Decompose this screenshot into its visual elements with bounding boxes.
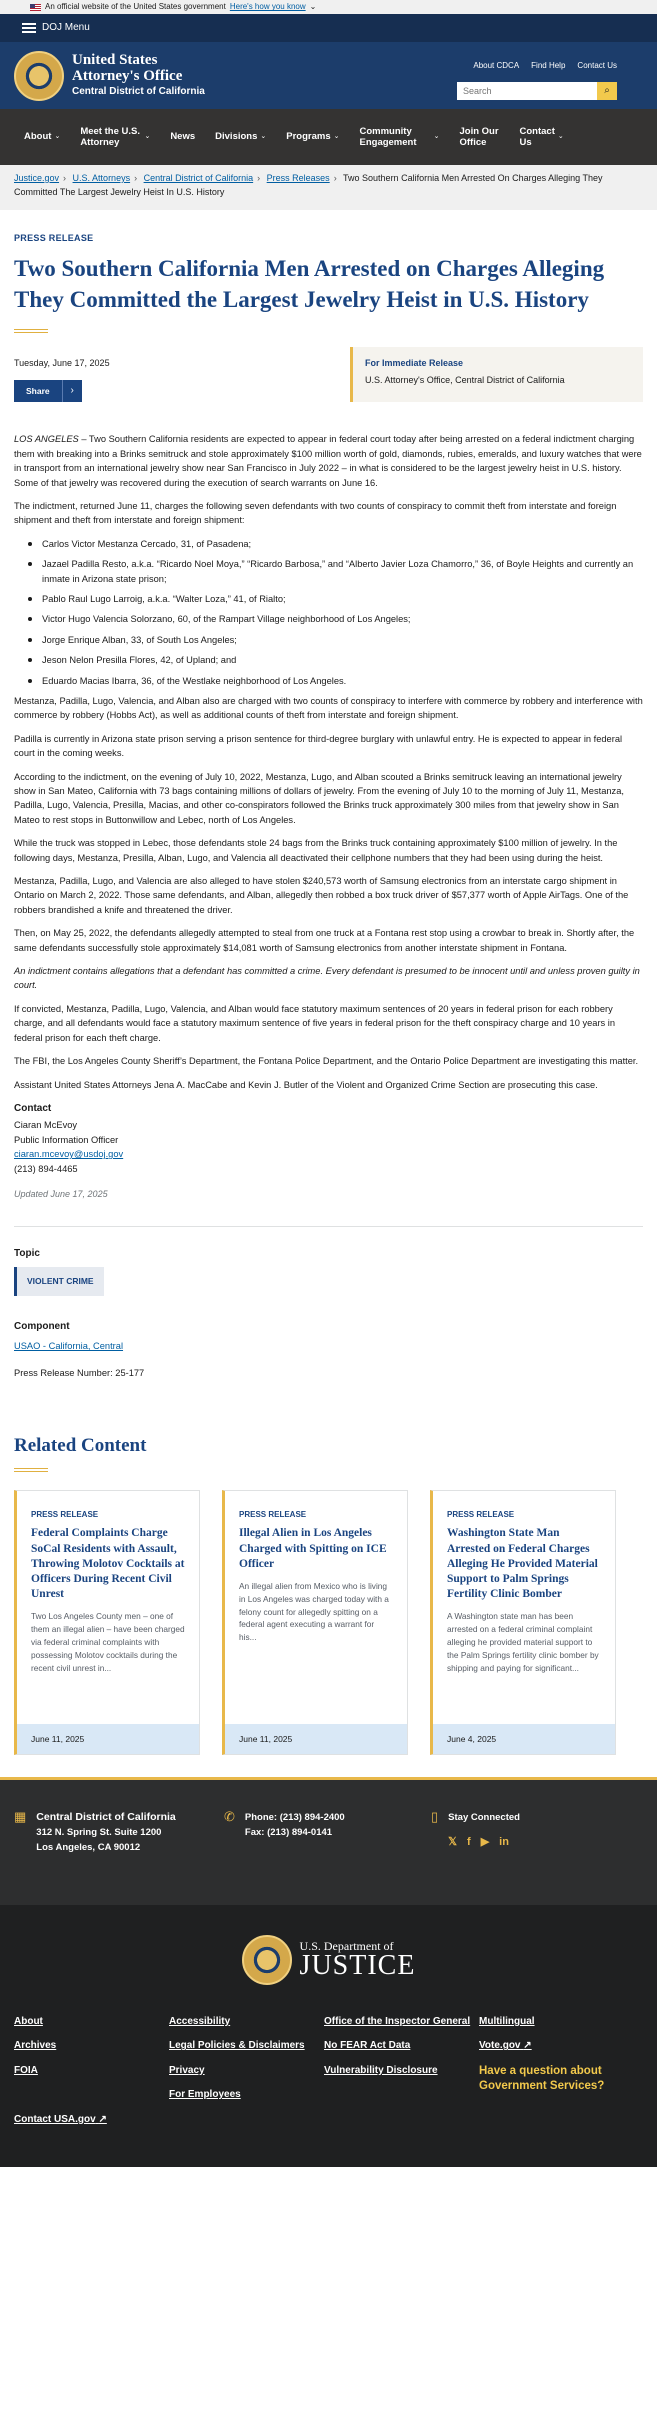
related-card[interactable] [14, 1490, 200, 1755]
related-cards [14, 1490, 643, 1755]
youtube-icon[interactable]: ▶ [480, 1835, 490, 1848]
related-divider [14, 1468, 48, 1472]
facebook-icon[interactable]: f [467, 1835, 471, 1848]
paragraph: Assistant United States Attorneys Jena A. MacCabe and Kevin J. Butler of the Violent and Organized Crime Section are prosecuting this case. [14, 1079, 598, 1090]
component-heading: Component [14, 1320, 70, 1332]
device-icon: ▯ [431, 1808, 439, 1824]
external-link-icon: ↗ [523, 2040, 532, 2052]
util-link-contact[interactable]: Contact Us [577, 61, 617, 70]
search-input[interactable] [457, 82, 597, 100]
gov-banner-text: An official website of the United States government [45, 2, 226, 12]
press-release-number: Press Release Number: 25-177 [14, 1367, 145, 1378]
footer-phone-number: Phone: (213) 894-2400 [244, 1811, 345, 1823]
footer-link-accessibility[interactable]: Accessibility [169, 2015, 231, 2027]
footer-link-vulnerability[interactable]: Vulnerability Disclosure [324, 2064, 438, 2076]
footer-social [431, 1810, 520, 1905]
utility-links [473, 60, 617, 72]
breadcrumb-cdca[interactable]: Central District of California [143, 173, 254, 183]
list-item: Jazael Padilla Resto, a.k.a. “Ricardo Noel Moya,” “Ricardo Barbosa,” and “Alberto Javier Loza Chamorro,” 36, of Boyle Heights and currently an inmate in Arizona state prison; [14, 557, 643, 586]
card-kicker: PRESS RELEASE [447, 1509, 515, 1519]
paragraph: Mestanza, Padilla, Lugo, Valencia, and Alban also are charged with two counts of conspiracy to interfere with commerce by robbery and interference with commerce by robbery (Hobbs Act), as well as additional counts of theft from interstate and foreign shipment. [14, 695, 643, 721]
contact-block [14, 1101, 643, 1176]
contact-usa-link[interactable]: Contact USA.gov ↗ [14, 2113, 107, 2125]
paragraph: If convicted, Mestanza, Padilla, Lugo, Valencia, and Alban would face statutory maximum sentences of 20 years in federal prison for each robbery charge, and all defendants would face a statutory maximum sentence of five years in federal prison for the theft conspiracy charge and 10 years in federal prison for each theft charge. [14, 1003, 616, 1043]
how-you-know-link[interactable]: Here's how you know [229, 2, 306, 12]
footer-link-multilingual[interactable]: Multilingual [479, 2015, 535, 2027]
nav-item-divisions[interactable]: Divisions ⌄ [215, 131, 267, 143]
release-box-office: U.S. Attorney's Office, Central District of California [365, 374, 565, 385]
chevron-down-icon: ⌄ [309, 2, 317, 12]
divider [14, 1226, 643, 1227]
card-kicker: PRESS RELEASE [31, 1509, 99, 1519]
footer-link-legal[interactable]: Legal Policies & Disclaimers [169, 2040, 305, 2052]
paragraph: The indictment, returned June 11, charges the following seven defendants with two counts of conspiracy to commit theft from interstate and foreign shipment and theft from interstate and foreign shipment: [14, 500, 617, 526]
gov-banner [0, 0, 657, 14]
contact-name: Ciaran McEvoy [14, 1120, 78, 1131]
doj-menu-button[interactable]: DOJ Menu [42, 21, 90, 33]
nav-item-join[interactable]: Join Our Office [459, 125, 499, 148]
article-label: PRESS RELEASE [14, 232, 94, 243]
footer-link-vote[interactable]: Vote.gov ↗ [479, 2040, 532, 2052]
footer-doj [0, 1905, 657, 2168]
article-body [14, 432, 643, 1202]
updated-date: Updated June 17, 2025 [14, 1189, 108, 1200]
footer-link-foia[interactable]: FOIA [14, 2064, 38, 2076]
card-title-link[interactable]: Washington State Man Arrested on Federal Charges Alleging He Provided Material Support to Palm Springs Fertility Clinic Bomber [447, 1527, 598, 1601]
defendants-list [14, 537, 643, 688]
article-date: Tuesday, June 17, 2025 [14, 357, 110, 368]
footer-link-archives[interactable]: Archives [14, 2040, 57, 2052]
card-title-link[interactable]: Illegal Alien in Los Angeles Charged with Spitting on ICE Officer [239, 1527, 387, 1570]
list-item: Carlos Victor Mestanza Cercado, 31, of Pasadena; [14, 537, 643, 551]
paragraph: Mestanza, Padilla, Lugo, and Valencia are also alleged to have stolen $240,573 worth of Samsung electronics from an interstate cargo shipment in Ontario on March 2, 2022. Those same defendants, and Alban, allegedly then robbed a box truck driver of $57,377 worth of Apple AirTags. One of the robbers brandished a knife and threatened the driver. [14, 876, 629, 915]
paragraph: While the truck was stopped in Lebec, those defendants stole 24 bags from the Brinks truck containing approximately $100 million of jewelry. In the following days, Mestanza, Presilla, Alban, Lugo, and Valencia all deactivated their cellphone numbers that they had been using during the heist. [14, 838, 618, 863]
contact-role: Public Information Officer [14, 1134, 119, 1145]
hamburger-icon[interactable] [22, 23, 36, 33]
government-services-question: Have a question about Government Services? [479, 2064, 605, 2092]
related-card[interactable] [430, 1490, 616, 1755]
topic-heading: Topic [14, 1247, 40, 1259]
us-flag-icon [30, 4, 41, 11]
share-control [14, 380, 110, 402]
doj-seal-icon [242, 1935, 292, 1985]
breadcrumb-us-attorneys[interactable]: U.S. Attorneys [72, 173, 131, 183]
nav-item-programs[interactable]: Programs ⌄ [286, 131, 340, 143]
list-item: Pablo Raul Lugo Larroig, a.k.a. “Walter Loza,” 41, of Rialto; [14, 592, 643, 606]
list-item: Eduardo Macias Ibarra, 36, of the Westlake neighborhood of Los Angeles. [14, 674, 643, 688]
nav-item-community[interactable]: Community Engagement ⌄ [359, 125, 440, 148]
site-title[interactable]: United States Attorney's Office Central District of California [72, 51, 205, 97]
site-header [0, 42, 657, 109]
paragraph: According to the indictment, on the evening of July 10, 2022, Mestanza, Lugo, and Alban scouted a Brinks semitruck leaving an international jewelry show in San Mateo, California with 73 bags containing millions of dollars of jewelry. From the evening of July 10 to the morning of July 11, Mestanza, Padilla, Lugo, Valencia, Presilla, Macias, and other co-conspirators followed the Brinks truck approximately 300 miles from that jewelry show in San Mateo to rest stops in Buttonwillow and Lebec, north of Los Angeles. [14, 771, 624, 825]
nav-item-news[interactable]: News [170, 131, 196, 143]
footer-contact [0, 1777, 657, 1905]
contact-email-link[interactable]: ciaran.mcevoy@usdoj.gov [14, 1149, 124, 1160]
footer-link-employees[interactable]: For Employees [169, 2089, 241, 2101]
related-content-heading: Related Content [14, 1435, 147, 1457]
doj-footer-logo[interactable]: U.S. Department of JUSTICE [14, 1935, 643, 1985]
nav-item-about[interactable]: About ⌄ [24, 131, 61, 143]
doj-seal-logo[interactable] [14, 51, 64, 101]
list-item: Jorge Enrique Alban, 33, of South Los Angeles; [14, 633, 643, 647]
component-link[interactable]: USAO - California, Central [14, 1341, 124, 1352]
footer-phone [224, 1810, 431, 1905]
footer-link-privacy[interactable]: Privacy [169, 2064, 205, 2076]
nav-item-meet-attorney[interactable]: Meet the U.S. Attorney ⌄ [80, 125, 151, 148]
footer-link-no-fear[interactable]: No FEAR Act Data [324, 2040, 411, 2052]
phone-icon: ✆ [224, 1808, 235, 1824]
breadcrumb-current: Two Southern California Men Arrested On Charges Alleging They Committed The Largest Jewelry Heist In U.S. History [14, 173, 603, 198]
card-kicker: PRESS RELEASE [239, 1509, 307, 1519]
stay-connected-label: Stay Connected [448, 1811, 520, 1823]
release-box-title: For Immediate Release [365, 357, 464, 368]
footer-address-line1: 312 N. Spring St. Suite 1200 [36, 1827, 162, 1839]
list-item: Victor Hugo Valencia Solorzano, 60, of the Rampart Village neighborhood of Los Angeles; [14, 612, 643, 626]
breadcrumb-justice[interactable]: Justice.gov [14, 173, 60, 183]
contact-phone: (213) 894-4465 [14, 1163, 78, 1174]
building-icon: ▦ [14, 1808, 27, 1824]
card-date: June 4, 2025 [433, 1724, 615, 1754]
search-icon: ⌕ [604, 84, 610, 96]
util-link-find-help[interactable]: Find Help [531, 61, 566, 70]
related-card[interactable] [222, 1490, 408, 1755]
breadcrumb: Justice.gov › U.S. Attorneys › Central District of California › Press Releases › Two Southern California Men Arrested On Charges Alleging They Committed The Largest Jewelry Heist In U.S. History [0, 165, 657, 210]
footer-office-name: Central District of California [36, 1810, 176, 1823]
paragraph: The FBI, the Los Angeles County Sheriff’s Department, the Fontana Police Department, and the Ontario Police Department are investigating this matter. [14, 1056, 639, 1067]
footer-link-about[interactable]: About [14, 2015, 43, 2027]
x-icon[interactable]: 𝕏 [448, 1835, 458, 1848]
page-title: Two Southern California Men Arrested on Charges Alleging They Committed the Largest Jewelry Heist in U.S. History [14, 255, 605, 312]
card-summary: Two Los Angeles County men – one of them an illegal alien – have been charged via federal criminal complaints with possessing Molotov cocktails during the recent civil unrest in... [31, 1611, 185, 1673]
card-date: June 11, 2025 [17, 1724, 199, 1754]
topic-chip[interactable]: VIOLENT CRIME [14, 1267, 104, 1295]
release-box [350, 347, 643, 402]
footer-address [14, 1810, 224, 1905]
footer-link-oig[interactable]: Office of the Inspector General [324, 2015, 471, 2027]
main-nav [0, 109, 657, 165]
contact-heading: Contact [14, 1102, 52, 1114]
search-button[interactable] [597, 82, 617, 100]
card-date: June 11, 2025 [225, 1724, 407, 1754]
breadcrumb-press-releases[interactable]: Press Releases [266, 173, 330, 183]
card-title-link[interactable]: Federal Complaints Charge SoCal Residents with Assault, Throwing Molotov Cocktails at Officers During Recent Civil Unrest [31, 1527, 185, 1601]
nav-item-contact[interactable]: Contact Us ⌄ [519, 125, 564, 148]
list-item: Jeson Nelon Presilla Flores, 42, of Upland; and [14, 653, 643, 667]
paragraph: Then, on May 25, 2022, the defendants allegedly attempted to steal from one truck at a Fontana rest stop using a crowbar to break in. Shortly after, the same defendants successfully stole approximately $14,081 worth of Samsung electronics from another interstate shipment in Fontana. [14, 928, 635, 953]
paragraph: LOS ANGELES – Two Southern California residents are expected to appear in federal court today after being arrested on a federal indictment charging them with breaking into a Brinks semitruck and stole approximately $100 million worth of gold, diamonds, rubies, emeralds, and luxury watches that were in transport from an international jewelry show near San Francisco in July 2022 – in what is considered to be the largest jewelry heist in U.S. history. Some of that jewelry was recovered during the execution of search warrants on June 16. [14, 434, 642, 488]
footer-links [14, 2015, 643, 2128]
disclaimer-paragraph: An indictment contains allegations that a defendant has committed a crime. Every defendant is presumed to be innocent until and unless proven guilty in court. [14, 966, 640, 991]
footer-fax-number: Fax: (213) 894-0141 [244, 1826, 333, 1838]
util-link-about[interactable]: About CDCA [473, 61, 520, 70]
doj-menu-bar [0, 14, 657, 42]
share-button[interactable]: Share [14, 380, 62, 402]
external-link-icon: ↗ [98, 2113, 107, 2125]
card-summary: An illegal alien from Mexico who is living in Los Angeles was charged today with a felony count for allegedly spitting on a federal agent executing a warrant for his... [239, 1580, 389, 1643]
title-divider [14, 329, 48, 333]
card-summary: A Washington state man has been arrested on a federal criminal complaint alleging he provided material support to the Palm Springs fertility clinic bomber by shipping and paying for significant... [447, 1611, 599, 1673]
footer-address-line2: Los Angeles, CA 90012 [36, 1842, 141, 1854]
paragraph: Padilla is currently in Arizona state prison serving a prison sentence for third-degree burglary with unlawful entry. He is expected to appear in federal court in the coming weeks. [14, 733, 623, 759]
linkedin-icon[interactable]: in [499, 1835, 509, 1848]
search-form [457, 82, 617, 100]
share-chevron-icon[interactable]: › [62, 380, 82, 402]
